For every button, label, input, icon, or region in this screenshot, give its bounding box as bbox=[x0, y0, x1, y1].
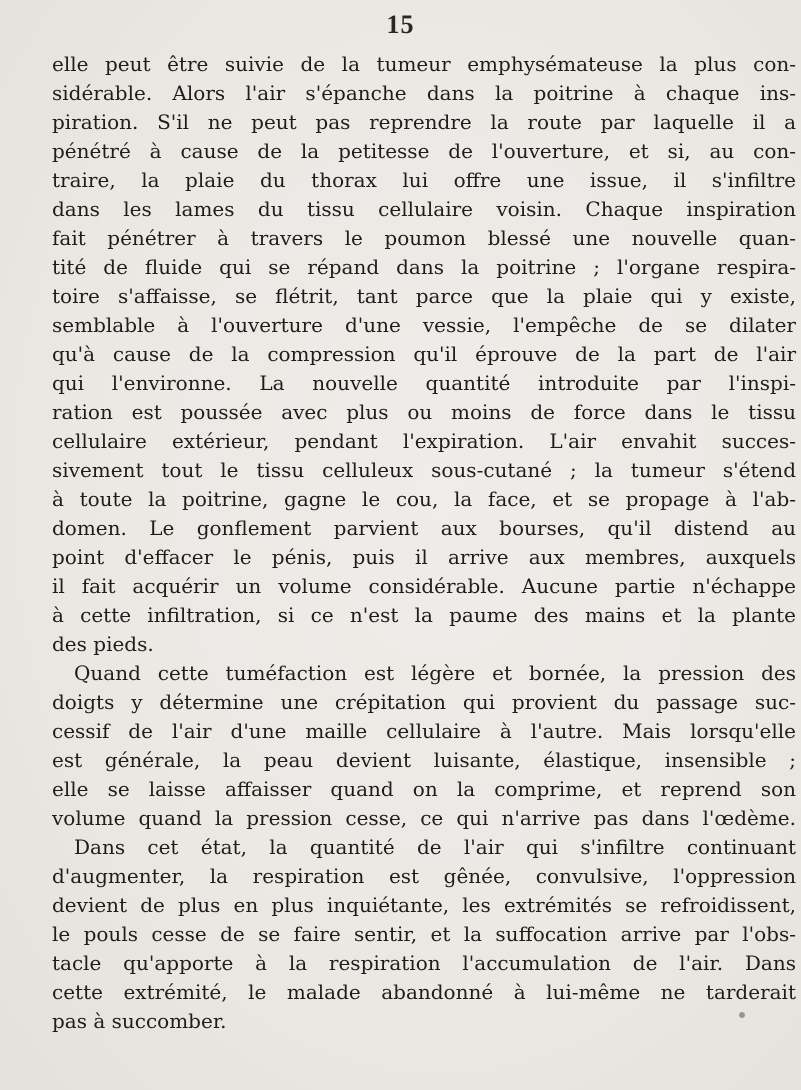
text-line: cellulaire extérieur, pendant l'expiration. L'air envahit succes- bbox=[52, 429, 796, 453]
text-line: tacle qu'apporte à la respiration l'accumulation de l'air. Dans bbox=[52, 951, 796, 975]
text-line: ration est poussée avec plus ou moins de force dans le tissu bbox=[52, 400, 796, 424]
text-line: dans les lames du tissu cellulaire voisin. Chaque inspiration bbox=[52, 197, 796, 221]
text-line: devient de plus en plus inquiétante, les extrémités se refroidissent, bbox=[52, 893, 796, 917]
text-line: sidérable. Alors l'air s'épanche dans la poitrine à chaque ins- bbox=[52, 81, 796, 105]
text-line-paragraph-start: Dans cet état, la quantité de l'air qui s'infiltre continuant bbox=[74, 835, 796, 859]
text-line: il fait acquérir un volume considérable. Aucune partie n'échappe bbox=[52, 574, 796, 598]
text-line-paragraph-end: des pieds. bbox=[52, 632, 154, 656]
text-line: elle se laisse affaisser quand on la comprime, et reprend son bbox=[52, 777, 796, 801]
text-line: à toute la poitrine, gagne le cou, la face, et se propage à l'ab- bbox=[52, 487, 796, 511]
text-line: qu'à cause de la compression qu'il éprouve de la part de l'air bbox=[52, 342, 796, 366]
text-line: piration. S'il ne peut pas reprendre la route par laquelle il a bbox=[52, 110, 796, 134]
text-line: fait pénétrer à travers le poumon blessé une nouvelle quan- bbox=[52, 226, 796, 250]
text-line: est générale, la peau devient luisante, élastique, insensible ; bbox=[52, 748, 796, 772]
text-line: toire s'affaisse, se flétrit, tant parce que la plaie qui y existe, bbox=[52, 284, 796, 308]
text-line: pénétré à cause de la petitesse de l'ouverture, et si, au con- bbox=[52, 139, 796, 163]
text-line: d'augmenter, la respiration est gênée, convulsive, l'oppression bbox=[52, 864, 796, 888]
text-line: traire, la plaie du thorax lui offre une issue, il s'infiltre bbox=[52, 168, 796, 192]
text-line: qui l'environne. La nouvelle quantité introduite par l'inspi- bbox=[52, 371, 796, 395]
text-line: volume quand la pression cesse, ce qui n'arrive pas dans l'œdème. bbox=[52, 806, 796, 830]
text-line: cessif de l'air d'une maille cellulaire à l'autre. Mais lorsqu'elle bbox=[52, 719, 796, 743]
text-line: semblable à l'ouverture d'une vessie, l'empêche de se dilater bbox=[52, 313, 796, 337]
text-line: tité de fluide qui se répand dans la poitrine ; l'organe respira- bbox=[52, 255, 796, 279]
text-line: elle peut être suivie de la tumeur emphysémateuse la plus con- bbox=[52, 52, 796, 76]
ink-speck bbox=[739, 1012, 745, 1018]
text-line: point d'effacer le pénis, puis il arrive aux membres, auxquels bbox=[52, 545, 796, 569]
page-number: 15 bbox=[386, 10, 415, 39]
text-line-paragraph-end: pas à succomber. bbox=[52, 1009, 227, 1033]
text-line: à cette infiltration, si ce n'est la paume des mains et la plante bbox=[52, 603, 796, 627]
body-text bbox=[52, 50, 796, 1036]
text-line: doigts y détermine une crépitation qui provient du passage suc- bbox=[52, 690, 796, 714]
text-line: domen. Le gonflement parvient aux bourses, qu'il distend au bbox=[52, 516, 796, 540]
text-line: cette extrémité, le malade abandonné à lui-même ne tarderait bbox=[52, 980, 796, 1004]
text-line-paragraph-start: Quand cette tuméfaction est légère et bornée, la pression des bbox=[74, 661, 796, 685]
text-line: le pouls cesse de se faire sentir, et la suffocation arrive par l'obs- bbox=[52, 922, 796, 946]
text-line: sivement tout le tissu celluleux sous-cutané ; la tumeur s'étend bbox=[52, 458, 796, 482]
